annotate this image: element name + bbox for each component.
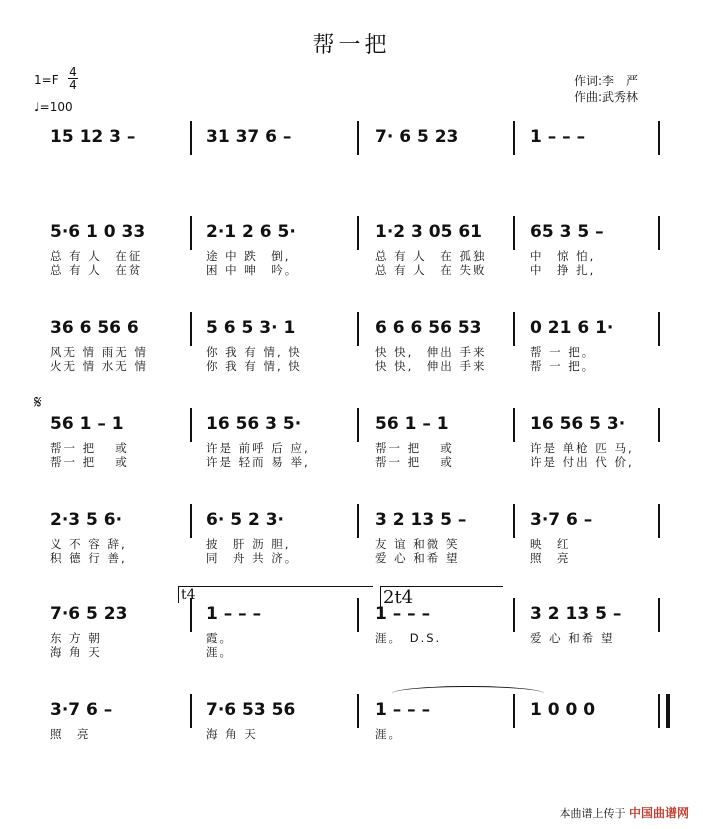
barline (658, 312, 660, 346)
barline (513, 121, 515, 155)
barline (190, 694, 192, 728)
barline (658, 504, 660, 538)
lyric-line-1: 友 谊 和微 笑 (375, 537, 460, 551)
measure: 3 2 13 5 – (530, 604, 622, 624)
measure: 2·1 2 6 5· (206, 222, 296, 242)
lyric-line-1: 快 快, 伸出 手来 (375, 345, 487, 359)
barline (357, 694, 359, 728)
barline (658, 216, 660, 250)
lyric-line-2: 帮一 把 或 (50, 455, 129, 469)
barline (357, 408, 359, 442)
site-logo: 中国曲谱网 (628, 806, 689, 820)
measure: 5 6 5 3· 1 (206, 318, 296, 338)
barline (190, 598, 192, 632)
barline (658, 598, 660, 632)
lyric-line-1: 映 红 (530, 537, 571, 551)
measure: 56 1 – 1 (375, 414, 449, 434)
measure: 7· 6 5 23 (375, 127, 459, 147)
lyric-line-2: 帮 一 把。 (530, 359, 596, 373)
measure: 7·6 53 56 (206, 700, 296, 720)
lyric-line-2: 火无 情 水无 情 (50, 359, 148, 373)
lyric-line-2: 中 挣 扎, (530, 263, 596, 277)
measure: 16 56 3 5· (206, 414, 302, 434)
lyric-line-2: 总 有 人 在贫 (50, 263, 143, 277)
lyric-line-1: 东 方 朝 (50, 631, 102, 645)
measure: 1 – – – (375, 604, 431, 624)
measure: 65 3 5 – (530, 222, 604, 242)
lyric-line-2: 照 亮 (530, 551, 571, 565)
lyric-line-2: 你 我 有 情, 快 (206, 359, 302, 373)
barline (513, 312, 515, 346)
measure: 5·6 1 0 33 (50, 222, 146, 242)
barline (658, 121, 660, 155)
measure: 3·7 6 – (530, 510, 593, 530)
lyric-line-2: 困 中 呻 吟。 (206, 263, 299, 277)
lyric-line-1: 中 惊 怕, (530, 249, 596, 263)
lyric-line-1: 霞。 (206, 631, 233, 645)
lyric-line-1: 许是 单枪 匹 马, (530, 441, 634, 455)
lyric-line-2: 同 舟 共 济。 (206, 551, 299, 565)
barline (658, 694, 660, 728)
measure: 15 12 3 – (50, 127, 136, 147)
barline (357, 504, 359, 538)
lyric-line-1: 许是 前呼 后 应, (206, 441, 310, 455)
measure: 1 – – – (206, 604, 262, 624)
tempo-mark: ♩=100 (34, 100, 73, 114)
key-signature: 1=F (34, 73, 59, 87)
barline (190, 121, 192, 155)
first-ending: t4 (178, 586, 373, 603)
page-title: 帮一把 (312, 33, 391, 58)
measure: 36 6 56 6 (50, 318, 139, 338)
lyric-line-1: 爱 心 和希 望 (530, 631, 615, 645)
footer (559, 804, 689, 821)
lyric-line-2: 积 德 行 善, (50, 551, 127, 565)
barline (513, 504, 515, 538)
lyric-line-1: 总 有 人 在征 (50, 249, 143, 263)
lyric-line-1: 涯。 D.S. (375, 631, 442, 645)
lyric-line-1: 帮一 把 或 (50, 441, 129, 455)
measure: 16 56 5 3· (530, 414, 626, 434)
lyric-line-2: 快 快, 伸出 手来 (375, 359, 487, 373)
lyric-line-1: 义 不 容 辞, (50, 537, 127, 551)
lyric-line-1: 风无 情 雨无 情 (50, 345, 148, 359)
lyric-line-1: 帮一 把 或 (375, 441, 454, 455)
lyric-line-2: 海 角 天 (50, 645, 102, 659)
measure: 6· 5 2 3· (206, 510, 284, 530)
segno-sign: 𝄋 (34, 392, 42, 413)
lyric-line-2: 爱 心 和希 望 (375, 551, 460, 565)
measure: 3·7 6 – (50, 700, 113, 720)
second-ending: 2t4 (380, 586, 503, 608)
measure: 7·6 5 23 (50, 604, 128, 624)
barline (357, 312, 359, 346)
lyric-line-1: 帮 一 把。 (530, 345, 596, 359)
lyric-line-1: 海 角 天 (206, 727, 258, 741)
footer-text: 本曲谱上传于 (559, 807, 626, 820)
lyric-line-1: 你 我 有 情, 快 (206, 345, 302, 359)
tie-arc (392, 686, 544, 701)
barline (513, 216, 515, 250)
barline (513, 408, 515, 442)
lyric-line-1: 总 有 人 在 孤独 (375, 249, 487, 263)
measure: 1·2 3 05 61 (375, 222, 483, 242)
final-barline (666, 694, 670, 728)
measure: 6 6 6 56 53 (375, 318, 482, 338)
barline (357, 598, 359, 632)
barline (190, 504, 192, 538)
lyric-line-1: 披 肝 沥 胆, (206, 537, 291, 551)
lyric-line-2: 涯。 (206, 645, 233, 659)
lyric-line-2: 许是 轻而 易 举, (206, 455, 310, 469)
barline (190, 408, 192, 442)
barline (658, 408, 660, 442)
barline (513, 598, 515, 632)
barline (190, 312, 192, 346)
measure: 56 1 – 1 (50, 414, 124, 434)
measure: 2·3 5 6· (50, 510, 123, 530)
barline (190, 216, 192, 250)
measure: 31 37 6 – (206, 127, 292, 147)
lyric-line-1: 照 亮 (50, 727, 91, 741)
measure: 3 2 13 5 – (375, 510, 467, 530)
lyric-line-2: 许是 付出 代 价, (530, 455, 634, 469)
measure: 0 21 6 1· (530, 318, 614, 338)
lyric-line-1: 涯。 (375, 727, 402, 741)
lyric-line-2: 帮一 把 或 (375, 455, 454, 469)
lyric-line-1: 途 中 跌 倒, (206, 249, 291, 263)
lyric-line-2: 总 有 人 在 失败 (375, 263, 487, 277)
composer-credit: 作曲:武秀林 (574, 90, 639, 104)
time-signature: 4 4 (69, 65, 77, 92)
measure: 1 – – – (375, 700, 431, 720)
barline (357, 121, 359, 155)
lyricist-credit: 作词:李 严 (574, 74, 639, 88)
measure: 1 0 0 0 (530, 700, 596, 720)
measure: 1 – – – (530, 127, 586, 147)
barline (357, 216, 359, 250)
